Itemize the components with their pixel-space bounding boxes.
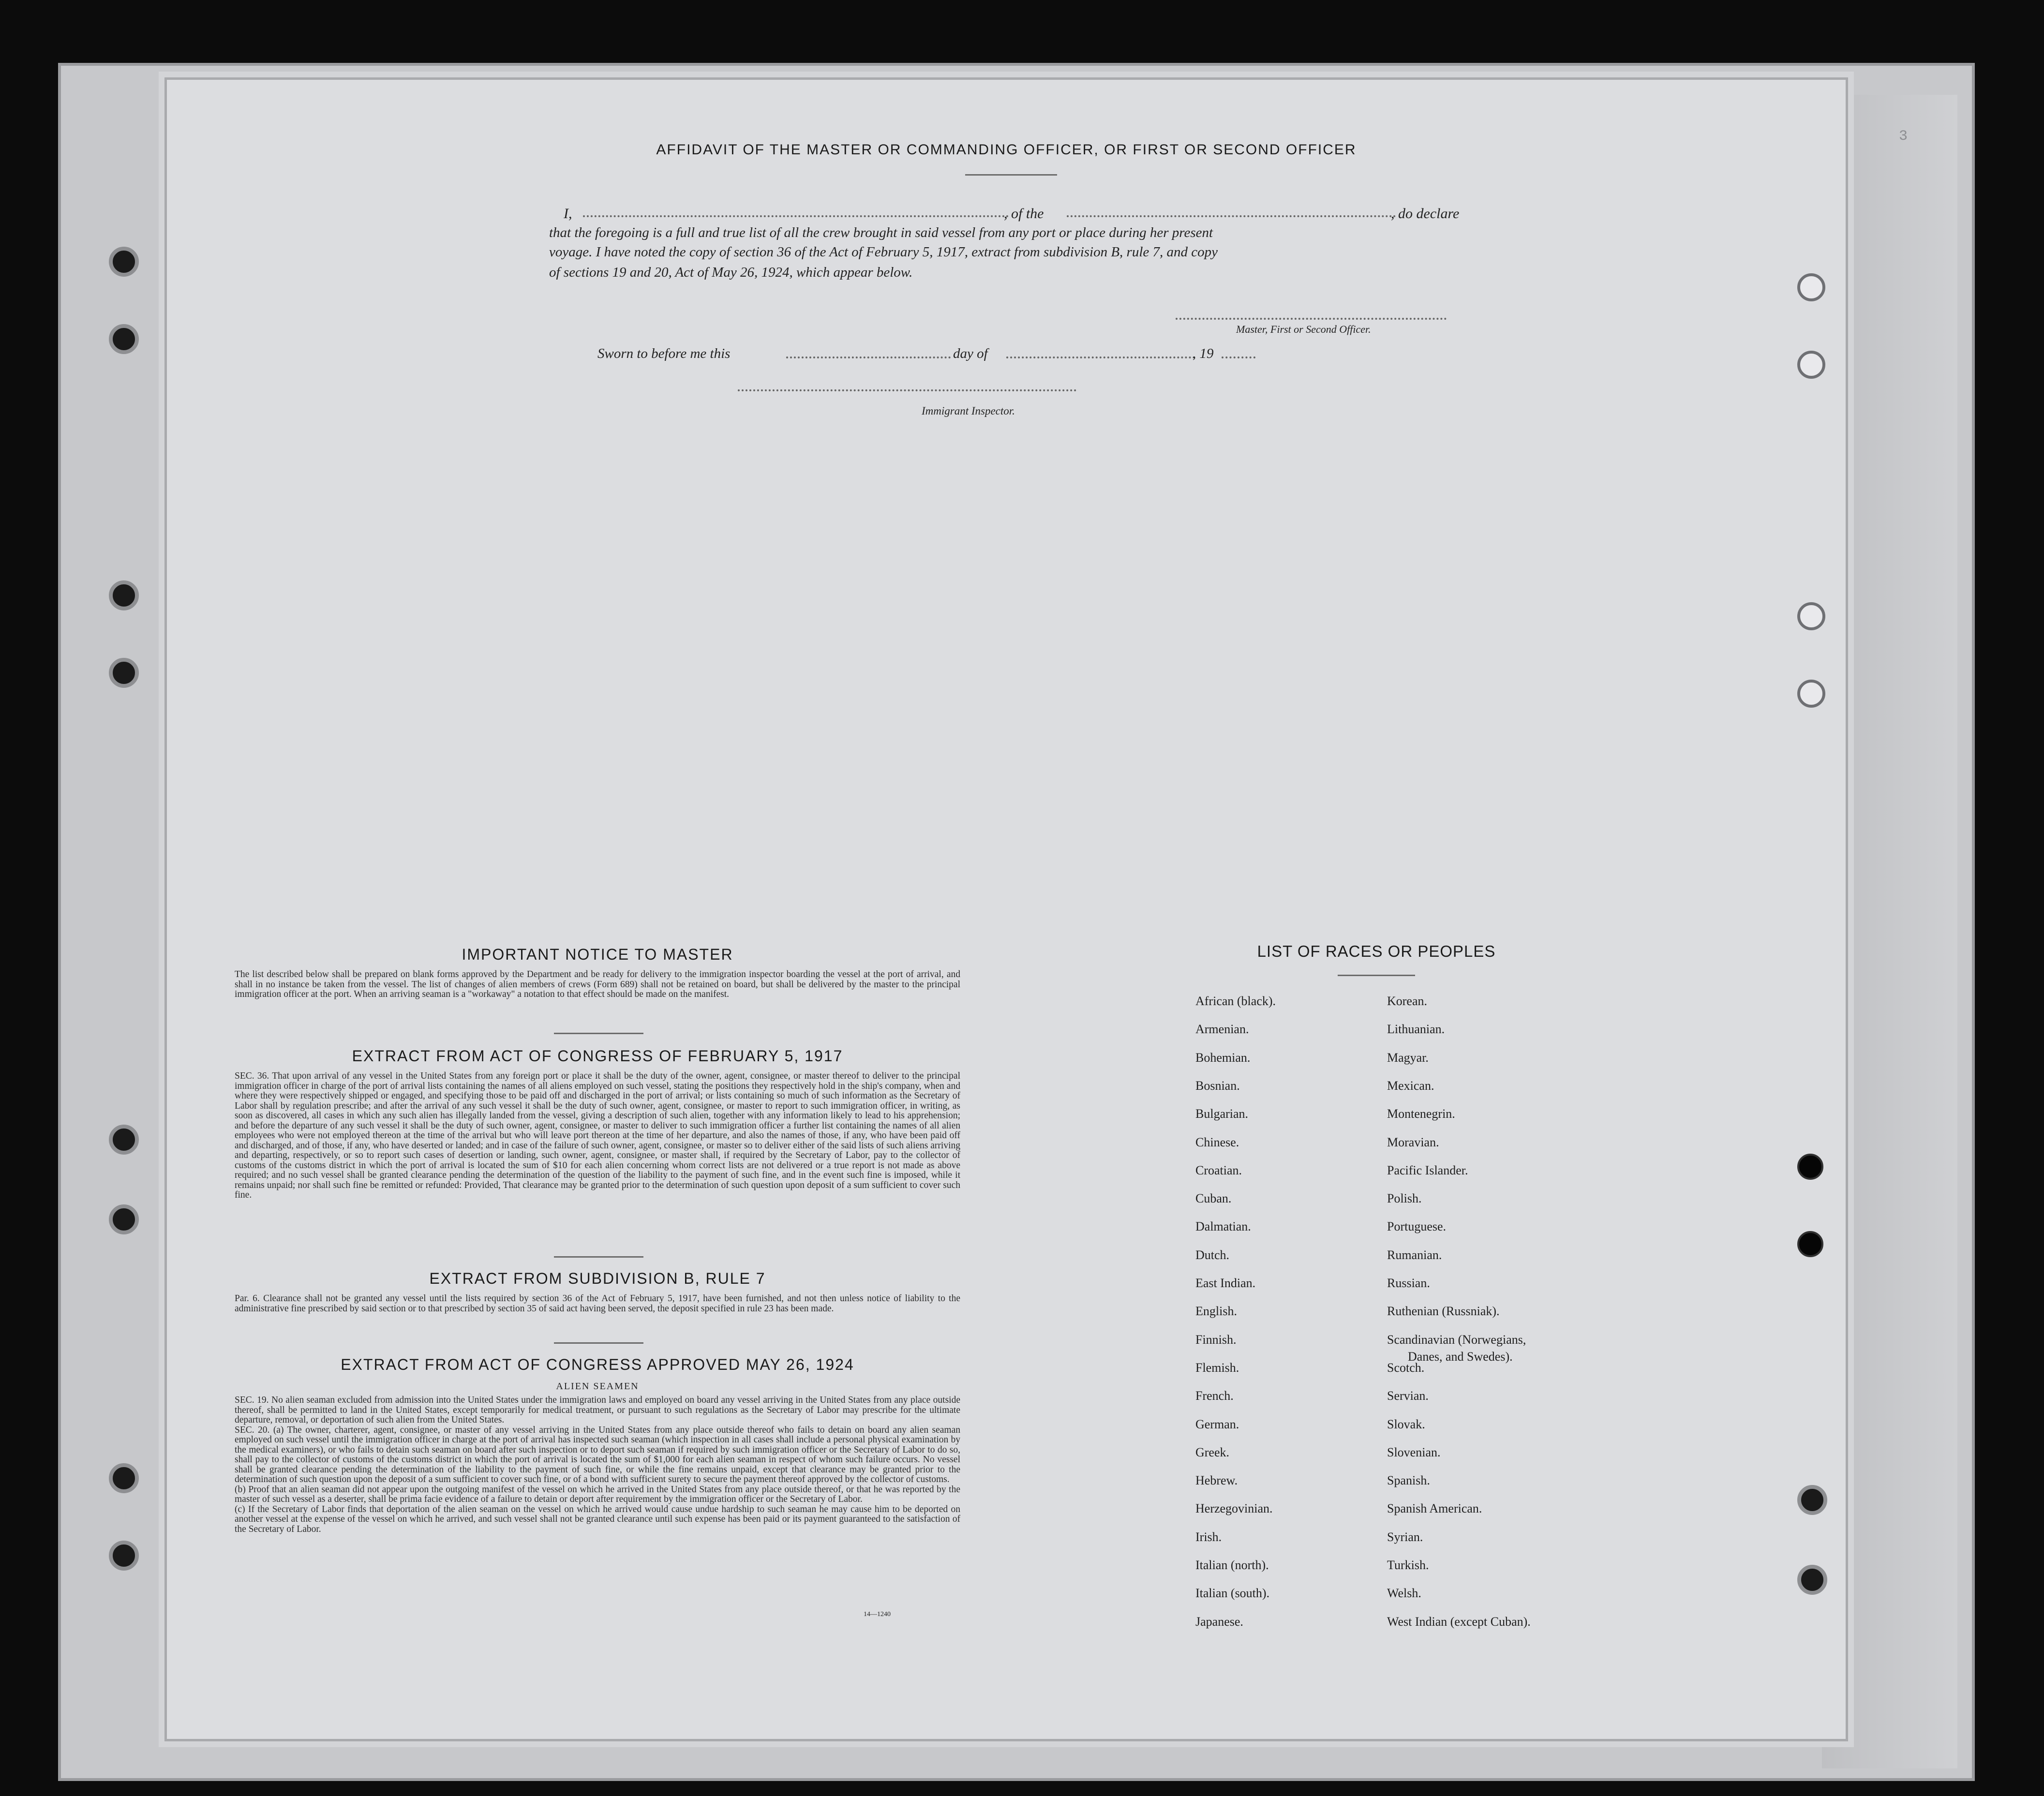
sworn-day-field[interactable] <box>786 356 951 358</box>
race-item: Turkish. <box>1387 1558 1429 1572</box>
sec20a-text: SEC. 20. (a) The owner, charterer, agent, consignee, or master of any vessel arriving in the United States from any place outside thereof who fails to detain on board any alien seaman employed on such vessel until the immigration officer in charge at the port of arrival has inspected such seaman (which inspection in all cases shall include a personal physical examination by the medical examiners), or who fails to detain such seaman on board after such inspection or to deport such seaman if required by such immigration officer or the Secretary of Labor to do so, shall pay to the collector of customs of the customs district in which the port of arrival is located the sum of $1,000 for each alien seaman in respect of whom such failure occurs. No vessel shall be granted clearance pending the determination of the liability to the payment of such fine, or while the fine remains unpaid, except that clearance may be granted prior to the determination of such question upon the deposit of a sum sufficient to cover such fine, or of a bond with sufficient surety to secure the payment thereof approved by the collector of customs. <box>235 1425 960 1484</box>
sworn-text: Sworn to before me this <box>597 346 731 361</box>
master-signature-line[interactable] <box>1176 318 1447 320</box>
race-item: Italian (north). <box>1195 1558 1269 1572</box>
race-item: Mexican. <box>1387 1078 1434 1093</box>
section-rule <box>554 1256 643 1258</box>
race-item: Herzegovinian. <box>1195 1501 1273 1516</box>
day-of: day of <box>953 346 988 361</box>
race-item: Pacific Islander. <box>1387 1163 1468 1177</box>
binder-hole <box>109 247 139 277</box>
binder-hole <box>1797 1154 1823 1180</box>
race-item: East Indian. <box>1195 1276 1256 1290</box>
affidavit-declare: , do declare <box>1391 206 1460 222</box>
race-item: Chinese. <box>1195 1135 1239 1149</box>
race-item: Korean. <box>1387 994 1428 1008</box>
race-item: Lithuanian. <box>1387 1022 1445 1037</box>
extract-1924-body <box>235 1395 960 1534</box>
race-item: Rumanian. <box>1387 1247 1442 1262</box>
race-item: Finnish. <box>1195 1332 1237 1347</box>
binder-hole <box>1797 1565 1827 1595</box>
race-item: Cuban. <box>1195 1191 1232 1206</box>
binder-hole <box>109 580 139 610</box>
binder-hole <box>109 1204 139 1234</box>
extract-1924-subtitle: ALIEN SEAMEN <box>556 1381 639 1392</box>
sec20b-text: (b) Proof that an alien seaman did not appear upon the outgoing manifest of the vessel on which he arrived in the United States from any place outside thereof, or that he was reported by the master of such vessel as a deserter, shall be prima facie evidence of a failure to detain or deport after requirement by the immigration officer or the Secretary of Labor. <box>235 1484 960 1504</box>
vessel-field[interactable] <box>1067 215 1396 217</box>
race-item: Russian. <box>1387 1276 1430 1290</box>
affidavit-title: AFFIDAVIT OF THE MASTER OR COMMANDING OFFICER, OR FIRST OR SECOND OFFICER <box>656 142 1357 158</box>
race-item: Ruthenian (Russniak). <box>1387 1304 1500 1319</box>
race-item: Scandinavian (Norwegians, <box>1387 1332 1526 1347</box>
race-item: Servian. <box>1387 1389 1429 1403</box>
inspector-label: Immigrant Inspector. <box>922 405 1015 417</box>
race-item: Bulgarian. <box>1195 1107 1249 1121</box>
sec19-text: SEC. 19. No alien seaman excluded from admission into the United States under the immigration laws and employed on board any vessel arriving in the United States from any place outside thereof, shall be permitted to land in the United States, except temporarily for medical treatment, or pursuant to such regulations as the Secretary of Labor may prescribe for the ultimate departure, removal, or deportation of such alien from the United States. <box>235 1395 960 1425</box>
sworn-month-field[interactable] <box>1006 356 1195 358</box>
master-signature-label: Master, First or Second Officer. <box>1236 323 1371 335</box>
races-title: LIST OF RACES OR PEOPLES <box>1257 942 1496 960</box>
binder-hole <box>1797 602 1825 630</box>
race-item: Irish. <box>1195 1529 1222 1544</box>
section-rule <box>554 1342 643 1344</box>
race-item: Magyar. <box>1387 1050 1429 1065</box>
race-item: Dalmatian. <box>1195 1219 1251 1234</box>
race-item: Moravian. <box>1387 1135 1439 1149</box>
race-item: African (black). <box>1195 994 1276 1008</box>
binder-hole <box>109 1463 139 1493</box>
races-rule <box>1338 975 1415 976</box>
race-item: Polish. <box>1387 1191 1422 1206</box>
binder-hole <box>1797 351 1825 379</box>
extract-1917-title: EXTRACT FROM ACT OF CONGRESS OF FEBRUARY 5, 1917 <box>352 1047 843 1065</box>
binder-hole <box>109 1541 139 1571</box>
race-item: French. <box>1195 1389 1234 1403</box>
sworn-year-field[interactable] <box>1222 356 1255 358</box>
extract-1917-text: SEC. 36. That upon arrival of any vessel in the United States from any foreign port or place it shall be the duty of the owner, agent, consignee, or master thereof to deliver to the principal immigration officer in charge of the port of arrival lists containing the names of all aliens employed on such vessel, stating the positions they respectively hold in the ship's company, when and where they were respectively shipped or engaged, and specifying those to be paid off and discharged in the port of arrival; or lists containing so much of such information as the Secretary of Labor shall by regulation prescribe; and after the arrival of any such vessel it shall be the duty of such owner, agent, consignee, or master to report to such immigration officer, in writing, as soon as discovered, all cases in which any such alien has illegally landed from the vessel, giving a description of such alien, together with any information likely to lead to his apprehension; and before the departure of any such vessel it shall be the duty of such owner, agent, consignee, or master to deliver to such immigration officer a further list containing the names of all alien employees who were not employed thereon at the time of the arrival but who will leave port thereon at the time of her departure, and also the names of those, if any, who have been paid off and discharged, and of those, if any, who have deserted or landed; and in case of the failure of such owner, agent, consignee, or master so to deliver either of the said lists of such aliens arriving and departing, respectively, or so to report such cases of desertion or landing, such owner, agent, consignee, or master shall, if required by the Secretary of Labor, pay to the collector of customs of the customs district in which the port of arrival is located the sum of $10 for each alien concerning whom correct lists are not delivered or a true report is not made as above required; and no such vessel shall be granted clearance pending the determination of the question of the liability to the payment of such fine, and in the event such fine is imposed, while it remains unpaid; nor shall such fine be remitted or refunded: Provided, That clearance may be granted prior to the determination of such question upon deposit of a sum sufficient to cover such fine. <box>235 1071 960 1200</box>
binder-hole <box>1797 273 1825 301</box>
notice-text: The list described below shall be prepared on blank forms approved by the Department and be ready for delivery to the immigration inspector boarding the vessel at the port of arrival, and shall in no instance be taken from the vessel. The list of changes of alien members of crews (Form 689) shall not be retained on board, but shall be delivered by the master to the principal immigration officer at the port. When an arriving seaman is a "workaway" a notation to that effect should be made on the manifest. <box>235 969 960 999</box>
race-item: Italian (south). <box>1195 1586 1270 1601</box>
race-item: Spanish American. <box>1387 1501 1482 1516</box>
name-field[interactable] <box>583 215 1009 217</box>
race-item: Dutch. <box>1195 1247 1230 1262</box>
race-item: Slovak. <box>1387 1417 1425 1431</box>
binder-hole <box>1797 680 1825 708</box>
sec20c-text: (c) If the Secretary of Labor finds that deportation of the alien seaman on the vessel on which he arrived would cause undue hardship to such seaman he may cause him to be deported on another vessel at the expense of the vessel on which he arrived, and such vessel shall not be granted clearance until such expense has been paid or its payment guaranteed to the satisfaction of the Secretary of Labor. <box>235 1504 960 1534</box>
margin-number: 3 <box>1899 128 1908 145</box>
race-item: Croatian. <box>1195 1163 1242 1177</box>
race-item: Montenegrin. <box>1387 1107 1455 1121</box>
race-scandinavian-continued: Danes, and Swedes). <box>1408 1350 1513 1364</box>
race-item: Spanish. <box>1387 1473 1430 1488</box>
section-rule <box>554 1033 643 1034</box>
race-item: West Indian (except Cuban). <box>1387 1614 1531 1629</box>
race-item: Greek. <box>1195 1445 1230 1459</box>
race-item: Bosnian. <box>1195 1078 1240 1093</box>
affidavit-text-line4: of sections 19 and 20, Act of May 26, 1924, which appear below. <box>549 265 913 280</box>
affidavit-i: I, <box>564 206 572 222</box>
form-number: 14—1240 <box>864 1611 891 1618</box>
binder-hole <box>109 1125 139 1155</box>
extract-1924-title: EXTRACT FROM ACT OF CONGRESS APPROVED MAY 26, 1924 <box>341 1356 854 1373</box>
race-item: Hebrew. <box>1195 1473 1238 1488</box>
form-page <box>164 77 1848 1741</box>
race-item: Portuguese. <box>1387 1219 1447 1234</box>
rule7-title: EXTRACT FROM SUBDIVISION B, RULE 7 <box>429 1270 766 1287</box>
race-item: Scotch. <box>1387 1360 1425 1375</box>
race-item: Slovenian. <box>1387 1445 1441 1459</box>
title-rule <box>965 174 1057 176</box>
rule7-text: Par. 6. Clearance shall not be granted any vessel until the lists required by section 36 of the Act of February 5, 1917, have been furnished, and not then unless notice of liability to the administrative fine prescribed by said section or to that prescribed by section 35 of said act having been served, the deposit specified in rule 23 has been made. <box>235 1293 960 1314</box>
binder-hole <box>109 324 139 354</box>
notice-title: IMPORTANT NOTICE TO MASTER <box>462 946 733 963</box>
race-item: Flemish. <box>1195 1360 1239 1375</box>
affidavit-of-the: , of the <box>1004 206 1044 222</box>
binder-hole <box>1797 1231 1823 1257</box>
race-item: Welsh. <box>1387 1586 1421 1601</box>
affidavit-text-line2: that the foregoing is a full and true list of all the crew brought in said vessel from any port or place during her present <box>549 225 1213 240</box>
year-prefix: , 19 <box>1193 346 1214 361</box>
binder-hole <box>109 658 139 688</box>
race-item: Syrian. <box>1387 1529 1423 1544</box>
binder-hole <box>1797 1485 1827 1515</box>
race-item: Japanese. <box>1195 1614 1243 1629</box>
race-item: English. <box>1195 1304 1237 1319</box>
inspector-signature-line[interactable] <box>738 389 1076 391</box>
race-item: Bohemian. <box>1195 1050 1251 1065</box>
race-item: Armenian. <box>1195 1022 1249 1037</box>
race-item: German. <box>1195 1417 1239 1431</box>
affidavit-text-line3: voyage. I have noted the copy of section 36 of the Act of February 5, 1917, extract from subdivision B, rule 7, and copy <box>549 244 1218 260</box>
